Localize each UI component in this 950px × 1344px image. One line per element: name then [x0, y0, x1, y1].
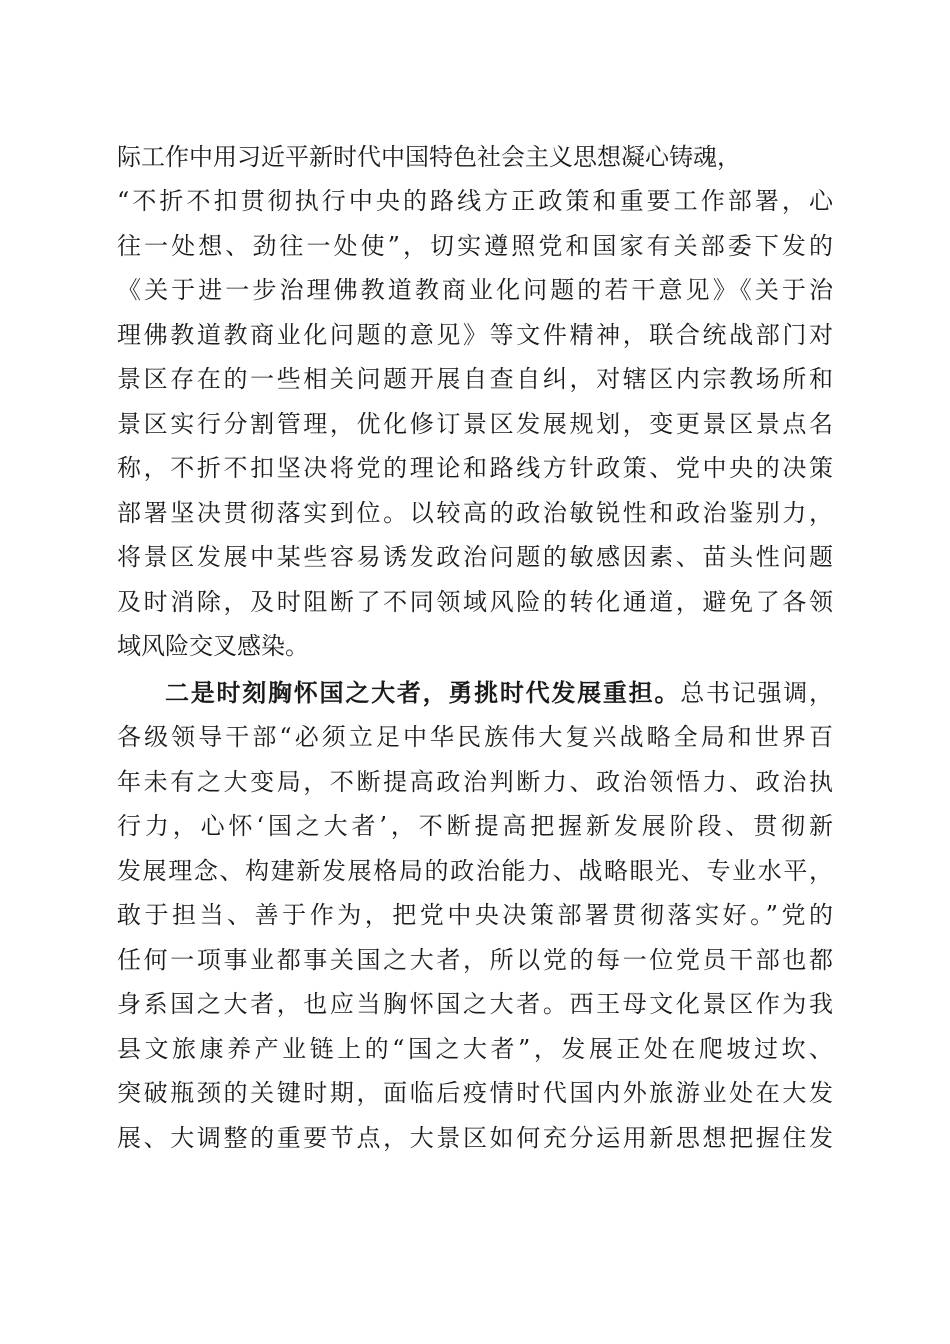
paragraph-1-line-5: 理佛教道教商业化问题的意见》等文件精神，联合统战部门对 — [117, 321, 833, 349]
paragraph-2-line-11: 展、大调整的重要节点，大景区如何充分运用新思想把握住发 — [117, 1124, 833, 1152]
paragraph-1-line-10: 将景区发展中某些容易诱发政治问题的敏感因素、苗头性问题 — [117, 543, 833, 571]
paragraph-1-line-3: 往一处想、劲往一处使”，切实遵照党和国家有关部委下发的 — [117, 232, 833, 260]
paragraph-1-line-2: “不折不扣贯彻执行中央的路线方正政策和重要工作部署，心 — [117, 187, 833, 215]
paragraph-2-line-9: 县文旅康养产业链上的“国之大者”，发展正处在爬坡过坎、 — [117, 1035, 833, 1063]
paragraph-1-line-11: 及时消除，及时阻断了不同领域风险的转化通道，避免了各领 — [117, 588, 833, 616]
paragraph-1-line-9: 部署坚决贯彻落实到位。以较高的政治敏锐性和政治鉴别力， — [117, 499, 833, 527]
paragraph-1-line-7: 景区实行分割管理，优化修订景区发展规划，变更景区景点名 — [117, 410, 833, 438]
paragraph-1-line-6: 景区存在的一些相关问题开展自查自纠，对辖区内宗教场所和 — [117, 365, 833, 393]
paragraph-1-line-1: 际工作中用习近平新时代中国特色社会主义思想凝心铸魂， — [117, 143, 741, 171]
paragraph-2-line-10: 突破瓶颈的关键时期，面临后疫情时代国内外旅游业处在大发 — [117, 1079, 833, 1107]
paragraph-2-line-6: 敢于担当、善于作为，把党中央决策部署贯彻落实好。”党的 — [117, 901, 833, 929]
paragraph-2-line-3: 年未有之大变局，不断提高政治判断力、政治领悟力、政治执 — [117, 768, 833, 796]
paragraph-2-first-line-rest: 总书记强调， — [680, 679, 834, 707]
paragraph-2-line-2: 各级领导干部“必须立足中华民族伟大复兴战略全局和世界百 — [117, 723, 833, 751]
paragraph-2-line-5: 发展理念、构建新发展格局的政治能力、战略眼光、专业水平， — [117, 857, 833, 885]
paragraph-1-line-12: 域风险交叉感染。 — [117, 632, 309, 660]
paragraph-2-first-line — [165, 673, 833, 713]
paragraph-2-line-4: 行力，心怀‘国之大者’，不断提高把握新发展阶段、贯彻新 — [117, 812, 833, 840]
paragraph-2-line-8: 身系国之大者，也应当胸怀国之大者。西王母文化景区作为我 — [117, 990, 833, 1018]
paragraph-1-line-8: 称，不折不扣坚决将党的理论和路线方针政策、党中央的决策 — [117, 454, 833, 482]
paragraph-2-heading: 二是时刻胸怀国之大者，勇挑时代发展重担。 — [165, 678, 681, 707]
paragraph-1-line-4: 《关于进一步治理佛教道教商业化问题的若干意见》《关于治 — [117, 276, 833, 304]
paragraph-2-line-7: 任何一项事业都事关国之大者，所以党的每一位党员干部也都 — [117, 946, 833, 974]
